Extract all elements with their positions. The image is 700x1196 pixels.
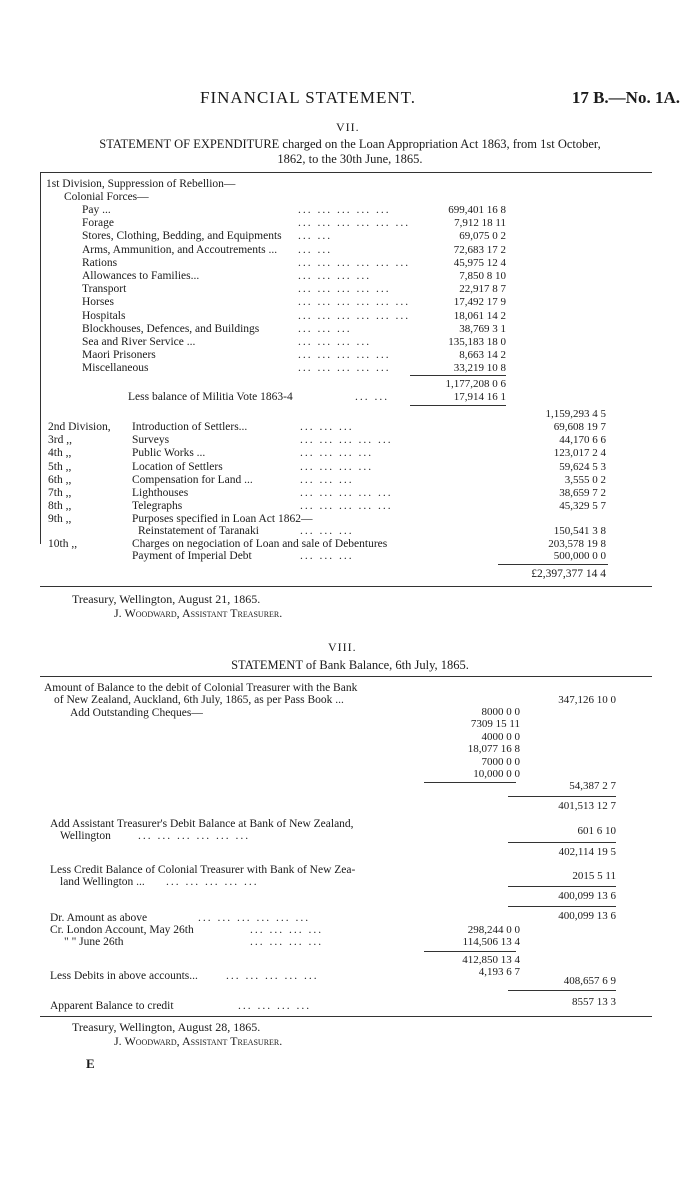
division-leader: ... ... ... ... <box>300 447 374 460</box>
less-credit-leader: ... ... ... ... ... <box>166 876 259 888</box>
division-10-value-2: 500,000 0 0 <box>553 550 606 562</box>
division-number: 8th ,, <box>48 500 72 513</box>
colonial-item-value: 69,075 0 2 <box>459 230 506 243</box>
section-viii-number: VIII. <box>328 640 357 654</box>
section-vii-title-line2: 1862, to the 30th June, 1865. <box>277 152 423 166</box>
colonial-item-value: 72,683 17 2 <box>453 243 506 256</box>
outstanding-cheque-value: 10,000 0 0 <box>473 768 520 780</box>
colonial-item-value: 7,850 8 10 <box>459 270 506 282</box>
outstanding-cheque-value: 7309 15 11 <box>470 718 520 731</box>
cr-may-leader: ... ... ... ... <box>250 924 324 936</box>
cr-june-label: " " June 26th <box>64 936 124 948</box>
cheques-total: 54,387 2 7 <box>569 780 616 792</box>
section-vii-signature-name: J. Woodward, Assistant Treasurer. <box>114 606 283 620</box>
division-10-value-1: 203,578 19 8 <box>548 538 606 550</box>
less-debits-label: Less Debits in above accounts... <box>50 970 198 982</box>
less-debits-value-2: 408,657 6 9 <box>563 975 616 987</box>
less-debits-value-1: 4,193 6 7 <box>478 966 520 978</box>
section-vii-title <box>10 137 690 167</box>
division-9-number: 9th ,, <box>48 513 72 525</box>
colonial-item-value: 699,401 16 8 <box>448 204 506 216</box>
dr-amount-leader: ... ... ... ... ... ... <box>198 912 311 924</box>
division-value: 45,329 5 7 <box>559 500 606 513</box>
colonial-item-label: Miscellaneous <box>82 362 149 375</box>
cr-may-label: Cr. London Account, May 26th <box>50 924 194 936</box>
less-militia-rule <box>410 405 506 406</box>
footer-signature-letter: E <box>86 1056 95 1071</box>
division-10-label: Charges on negociation of Loan and sale of Debentures <box>132 538 388 550</box>
less-militia-value: 17,914 16 1 <box>453 391 506 403</box>
division-10-leader: ... ... ... <box>300 550 354 562</box>
add-assistant-line2: Wellington <box>60 830 111 842</box>
colonial-item-label: Transport <box>82 283 127 296</box>
colonial-item-leader: ... ... ... ... ... ... <box>298 217 411 230</box>
division-10-number: 10th ,, <box>48 538 78 550</box>
colonial-forces-subtotal: 1,177,208 0 6 <box>445 378 506 390</box>
division-value: 3,555 0 2 <box>564 473 606 486</box>
colonial-item-value: 18,061 14 2 <box>453 309 506 322</box>
amount-balance-line1: Amount of Balance to the debit of Colonial Treasurer with the Bank <box>44 682 358 694</box>
sum2-rule <box>508 842 616 843</box>
add-assistant-line1: Add Assistant Treasurer's Debit Balance at Bank of New Zealand, <box>50 818 354 830</box>
colonial-item-label: Pay ... <box>82 204 111 216</box>
division-10-sublabel: Payment of Imperial Debt <box>132 550 252 562</box>
outstanding-cheque-value: 18,077 16 8 <box>467 743 520 756</box>
division-9-sublabel: Reinstatement of Taranaki <box>138 525 259 537</box>
division-leader: ... ... ... <box>300 473 354 486</box>
sum3-underline <box>508 906 616 907</box>
section-viii-signature-name: J. Woodward, Assistant Treasurer. <box>114 1034 283 1048</box>
division-label: Telegraphs <box>132 500 183 513</box>
division-number: 3rd ,, <box>48 434 72 447</box>
division-number: 6th ,, <box>48 473 72 486</box>
colonial-item-leader: ... ... ... ... ... ... <box>298 256 411 269</box>
colonial-item-value: 17,492 17 9 <box>453 296 506 309</box>
colonial-item-label: Allowances to Families... <box>82 270 200 282</box>
apparent-balance-value: 8557 13 3 <box>572 996 616 1008</box>
section-vii-top-rule <box>40 172 652 173</box>
colonial-item-value: 22,917 8 7 <box>459 283 506 296</box>
division-leader: ... ... ... ... ... <box>300 434 393 447</box>
less-credit-line2: land Wellington ... <box>60 876 145 888</box>
outstanding-cheque-value: 4000 0 0 <box>481 730 520 743</box>
cr-june-value: 114,506 13 4 <box>462 936 520 948</box>
cr-june-leader: ... ... ... ... <box>250 936 324 948</box>
dr-amount-value: 400,099 13 6 <box>558 910 616 922</box>
colonial-item-label: Horses <box>82 296 114 309</box>
colonial-item-leader: ... ... ... ... ... <box>298 349 391 362</box>
sum-2: 402,114 19 5 <box>558 846 616 858</box>
division-9-value: 150,541 3 8 <box>553 525 606 537</box>
colonial-item-label: Stores, Clothing, Bedding, and Equipments <box>82 230 282 243</box>
colonial-forces-heading: Colonial Forces— <box>64 191 149 203</box>
amount-balance-value: 347,126 10 0 <box>558 694 616 706</box>
division-1-heading: 1st Division, Suppression of Rebellion— <box>46 178 236 190</box>
colonial-item-leader: ... ... ... ... <box>298 336 372 348</box>
division-leader: ... ... ... ... ... <box>300 500 393 513</box>
grand-total-rule <box>498 564 608 565</box>
apparent-balance-leader: ... ... ... ... <box>238 1000 312 1012</box>
cheques-rule <box>424 782 516 783</box>
division-value: 44,170 6 6 <box>559 434 606 447</box>
colonial-item-leader: ... ... ... ... ... ... <box>298 296 411 309</box>
division-leader: ... ... ... ... ... <box>300 487 393 499</box>
colonial-item-leader: ... ... <box>298 243 333 256</box>
colonial-item-leader: ... ... ... ... ... <box>298 362 391 375</box>
division-leader: ... ... ... ... <box>300 460 374 473</box>
section-vii-number: VII. <box>336 120 360 134</box>
division-value: 123,017 2 4 <box>553 447 606 460</box>
apparent-rule <box>508 990 616 991</box>
grand-total: £2,397,377 14 4 <box>531 568 606 580</box>
division-label: Surveys <box>132 434 170 447</box>
sum-3: 400,099 13 6 <box>558 890 616 902</box>
colonial-item-leader: ... ... <box>298 230 333 243</box>
colonial-item-value: 33,219 10 8 <box>453 362 506 375</box>
division-label: Lighthouses <box>132 487 189 499</box>
less-credit-line1: Less Credit Balance of Colonial Treasurer with Bank of New Zea- <box>50 864 356 876</box>
division-label: Location of Settlers <box>132 460 223 473</box>
division-1-total: 1,159,293 4 5 <box>545 408 606 420</box>
colonial-item-leader: ... ... ... ... ... <box>298 204 391 216</box>
cr-sum-rule <box>424 951 516 952</box>
less-militia-leader: ... ... <box>355 391 390 403</box>
colonial-item-value: 8,663 14 2 <box>459 349 506 362</box>
division-number: 4th ,, <box>48 447 72 460</box>
less-debits-leader: ... ... ... ... ... <box>226 970 319 982</box>
division-leader: ... ... ... <box>300 421 354 433</box>
colonial-item-label: Forage <box>82 217 114 230</box>
colonial-item-leader: ... ... ... <box>298 322 352 335</box>
division-label: Introduction of Settlers... <box>132 421 248 433</box>
dr-amount-label: Dr. Amount as above <box>50 912 148 924</box>
colonial-item-label: Hospitals <box>82 309 126 322</box>
colonial-item-value: 135,183 18 0 <box>448 336 506 348</box>
cr-may-value: 298,244 0 0 <box>467 924 520 936</box>
colonial-item-label: Sea and River Service ... <box>82 336 196 348</box>
amount-balance-line2: of New Zealand, Auckland, 6th July, 1865, as per Pass Book ... <box>54 694 344 706</box>
section-viii-title: STATEMENT of Bank Balance, 6th July, 1865. <box>231 658 469 672</box>
colonial-item-label: Maori Prisoners <box>82 349 156 362</box>
apparent-balance-label: Apparent Balance to credit <box>50 1000 174 1012</box>
section-viii-bottom-rule <box>40 1016 652 1017</box>
division-9-leader: ... ... ... <box>300 525 354 537</box>
section-vii-bottom-rule <box>40 586 652 587</box>
section-vii-title-line1: STATEMENT OF EXPENDITURE charged on the Loan Appropriation Act 1863, from 1st October, <box>99 137 601 151</box>
add-outstanding-cheques: Add Outstanding Cheques— <box>70 707 203 719</box>
outstanding-cheque-value: 7000 0 0 <box>481 755 520 768</box>
section-vii-signature-place: Treasury, Wellington, August 21, 1865. <box>72 592 261 606</box>
subtotal-rule <box>410 375 506 376</box>
colonial-item-value: 45,975 12 4 <box>453 256 506 269</box>
section-vii-left-rule <box>40 172 41 544</box>
division-value: 38,659 7 2 <box>559 487 606 499</box>
colonial-item-leader: ... ... ... ... <box>298 270 372 282</box>
add-assistant-value: 601 6 10 <box>577 825 616 837</box>
colonial-item-label: Blockhouses, Defences, and Buildings <box>82 322 260 335</box>
division-number: 5th ,, <box>48 460 72 473</box>
division-value: 69,608 19 7 <box>553 421 606 433</box>
section-viii-top-rule <box>40 676 652 677</box>
less-militia-label: Less balance of Militia Vote 1863-4 <box>128 391 293 403</box>
outstanding-cheque-value: 8000 0 0 <box>481 706 520 718</box>
page-reference: 17 B.—No. 1A. <box>571 88 680 107</box>
section-viii-signature-place: Treasury, Wellington, August 28, 1865. <box>72 1020 261 1034</box>
add-assistant-leader: ... ... ... ... ... ... <box>138 830 251 842</box>
division-label: Public Works ... <box>132 447 206 460</box>
division-value: 59,624 5 3 <box>559 460 606 473</box>
sum1-rule <box>508 796 616 797</box>
less-credit-value: 2015 5 11 <box>572 870 616 882</box>
division-number: 7th ,, <box>48 487 72 499</box>
division-number: 2nd Division, <box>48 421 111 433</box>
sum-1: 401,513 12 7 <box>558 800 616 812</box>
page-title: FINANCIAL STATEMENT. <box>200 88 417 107</box>
cr-sum: 412,850 13 4 <box>462 954 520 966</box>
division-label: Compensation for Land ... <box>132 473 253 486</box>
division-9-label: Purposes specified in Loan Act 1862— <box>132 513 313 525</box>
colonial-item-value: 7,912 18 11 <box>454 217 506 230</box>
colonial-item-leader: ... ... ... ... ... <box>298 283 391 296</box>
sum3-rule <box>508 886 616 887</box>
colonial-item-value: 38,769 3 1 <box>459 322 506 335</box>
colonial-item-label: Arms, Ammunition, and Accoutrements ... <box>82 243 278 256</box>
colonial-item-label: Rations <box>82 256 118 269</box>
colonial-item-leader: ... ... ... ... ... ... <box>298 309 411 322</box>
